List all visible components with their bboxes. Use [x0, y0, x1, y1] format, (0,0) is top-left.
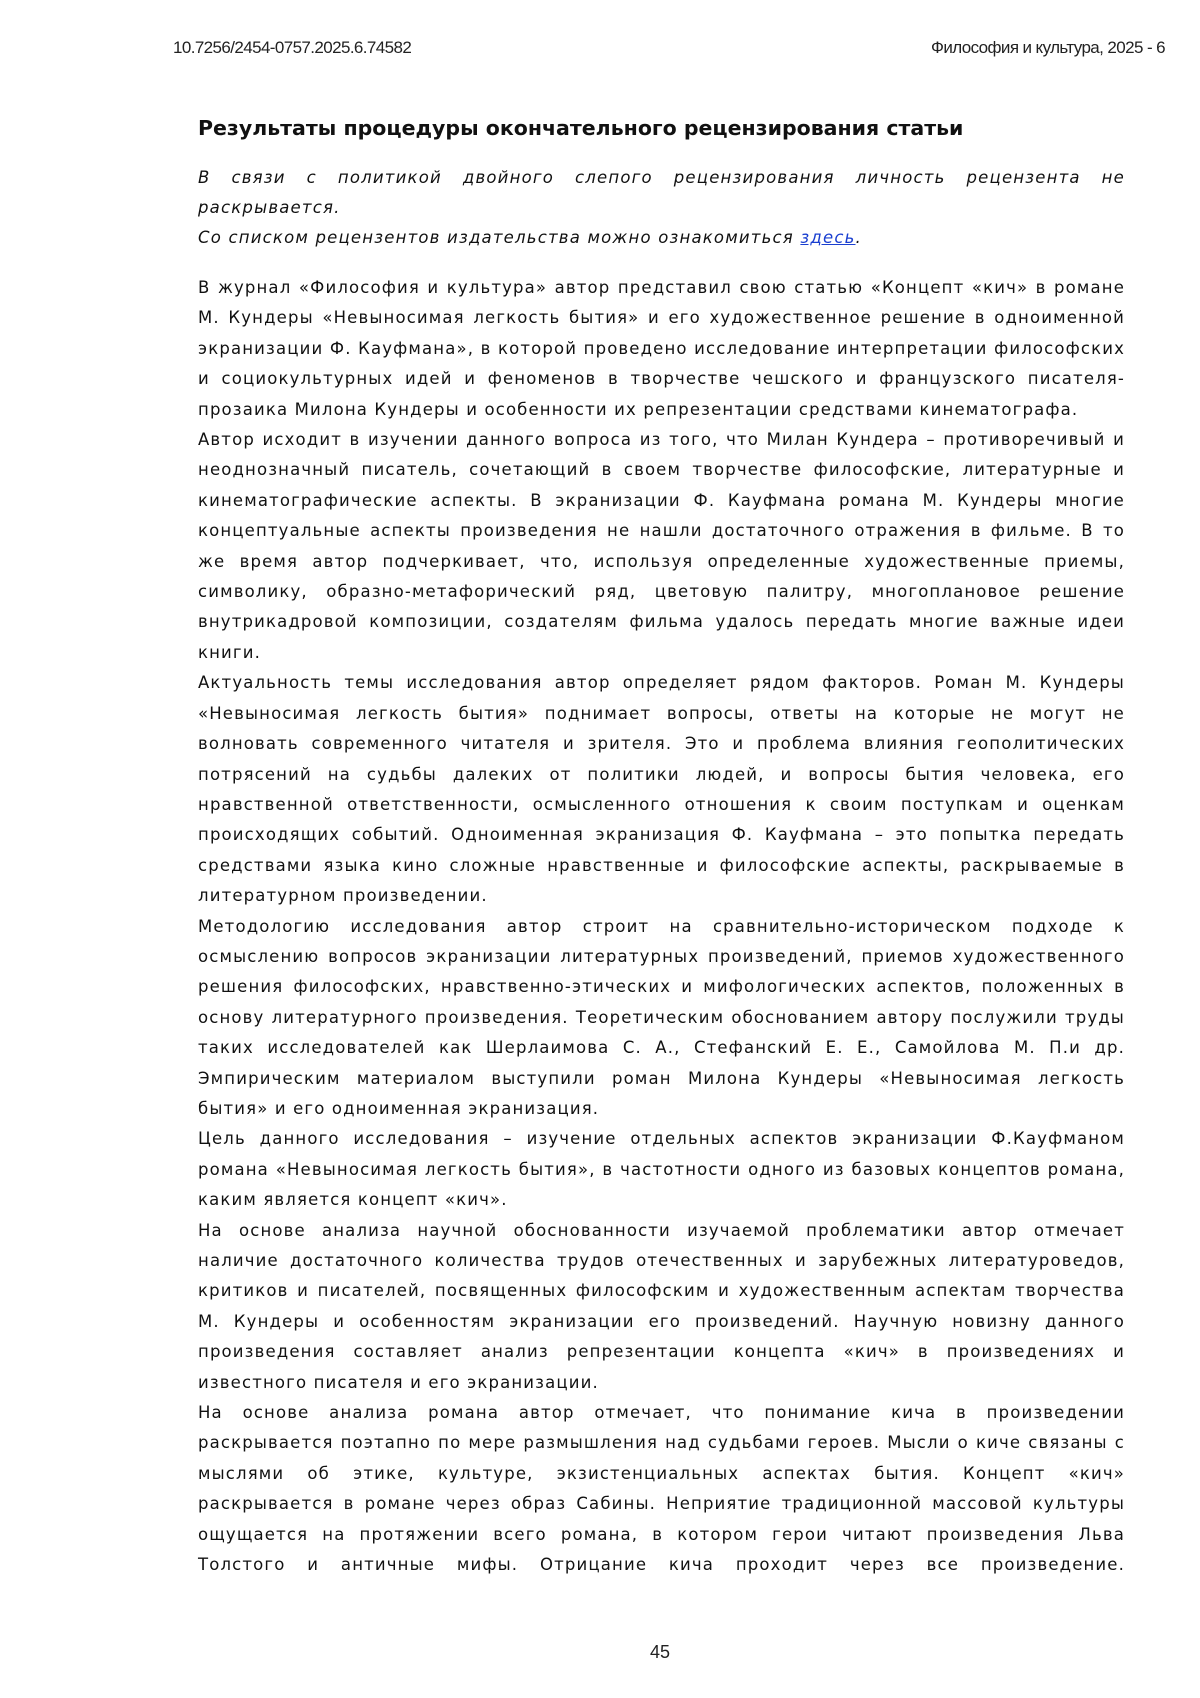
header-journal-issue: Философия и культура, 2025 - 6 — [931, 38, 1165, 58]
policy-line-suffix: . — [856, 228, 862, 247]
section-title: Результаты процедуры окончательного рецензирования статьи — [198, 113, 1125, 143]
review-paragraph: Цель данного исследования – изучение отдельных аспектов экранизации Ф.Кауфманом романа «Невыносимая легкость бытия», в частотности одного из базовых концептов романа, каким является концепт «кич». — [198, 1124, 1125, 1215]
article-review-section — [198, 113, 1125, 1580]
review-paragraph: Автор исходит в изучении данного вопроса из того, что Милан Кундера – противоречивый и неоднозначный писатель, сочетающий в своем творчестве философские, литературные и кинематографические аспекты. В экранизации Ф. Кауфмана романа М. Кундеры многие концептуальные аспекты произведения не нашли достаточного отражения в фильме. В то же время автор подчеркивает, что, используя определенные художественные приемы, символику, образно-метафорический ряд, цветовую палитру, многоплановое решение внутрикадровой композиции, создателям фильма удалось передать многие важные идеи книги. — [198, 425, 1125, 668]
reviewers-list-link[interactable]: здесь — [800, 228, 855, 247]
policy-line-reviewers-list — [198, 223, 1125, 253]
page-number: 45 — [0, 1642, 1200, 1663]
policy-line-prefix: Со списком рецензентов издательства можно ознакомиться — [198, 228, 800, 247]
review-policy-note — [198, 163, 1125, 253]
review-paragraph: Актуальность темы исследования автор определяет рядом факторов. Роман М. Кундеры «Невыносимая легкость бытия» поднимает вопросы, ответы на которые не могут не волновать современного читателя и зрителя. Это и проблема влияния геополитических потрясений на судьбы далеких от политики людей, и вопросы бытия человека, его нравственной ответственности, осмысленного отношения к своим поступкам и оценкам происходящих событий. Одноименная экранизация Ф. Кауфмана – это попытка передать средствами языка кино сложные нравственные и философские аспекты, раскрываемые в литературном произведении. — [198, 668, 1125, 911]
review-paragraph: Методологию исследования автор строит на сравнительно-историческом подходе к осмыслению вопросов экранизации литературных произведений, приемов художественного решения философских, нравственно-этических и мифологических аспектов, положенных в основу литературного произведения. Теоретическим обоснованием автору послужили труды таких исследователей как Шерлаимова С. А., Стефанский Е. Е., Самойлова М. П.и др. Эмпирическим материалом выступили роман Милона Кундеры «Невыносимая легкость бытия» и его одноименная экранизация. — [198, 912, 1125, 1125]
header-doi: 10.7256/2454-0757.2025.6.74582 — [173, 38, 411, 58]
review-paragraph: На основе анализа романа автор отмечает, что понимание кича в произведении раскрывается поэтапно по мере размышления над судьбами героев. Мысли о киче связаны с мыслями об этике, культуре, экзистенциальных аспектах бытия. Концепт «кич» раскрывается в романе через образ Сабины. Неприятие традиционной массовой культуры ощущается на протяжении всего романа, в котором герои читают произведения Льва Толстого и античные мифы. Отрицание кича проходит через все произведение. — [198, 1398, 1125, 1580]
review-body — [198, 273, 1125, 1580]
review-paragraph: В журнал «Философия и культура» автор представил свою статью «Концепт «кич» в романе М. Кундеры «Невыносимая легкость бытия» и его художественное решение в одноименной экранизации Ф. Кауфмана», в которой проведено исследование интерпретации философских и социокультурных идей и феноменов в творчестве чешского и французского писателя-прозаика Милона Кундеры и особенности их репрезентации средствами кинематографа. — [198, 273, 1125, 425]
review-paragraph: На основе анализа научной обоснованности изучаемой проблематики автор отмечает наличие достаточного количества трудов отечественных и зарубежных литературоведов, критиков и писателей, посвященных философским и художественным аспектам творчества М. Кундеры и особенностям экранизации его произведений. Научную новизну данного произведения составляет анализ репрезентации концепта «кич» в произведениях и известного писателя и его экранизации. — [198, 1216, 1125, 1398]
policy-line-anonymity: В связи с политикой двойного слепого рецензирования личность рецензента не раскрывается. — [198, 163, 1125, 223]
